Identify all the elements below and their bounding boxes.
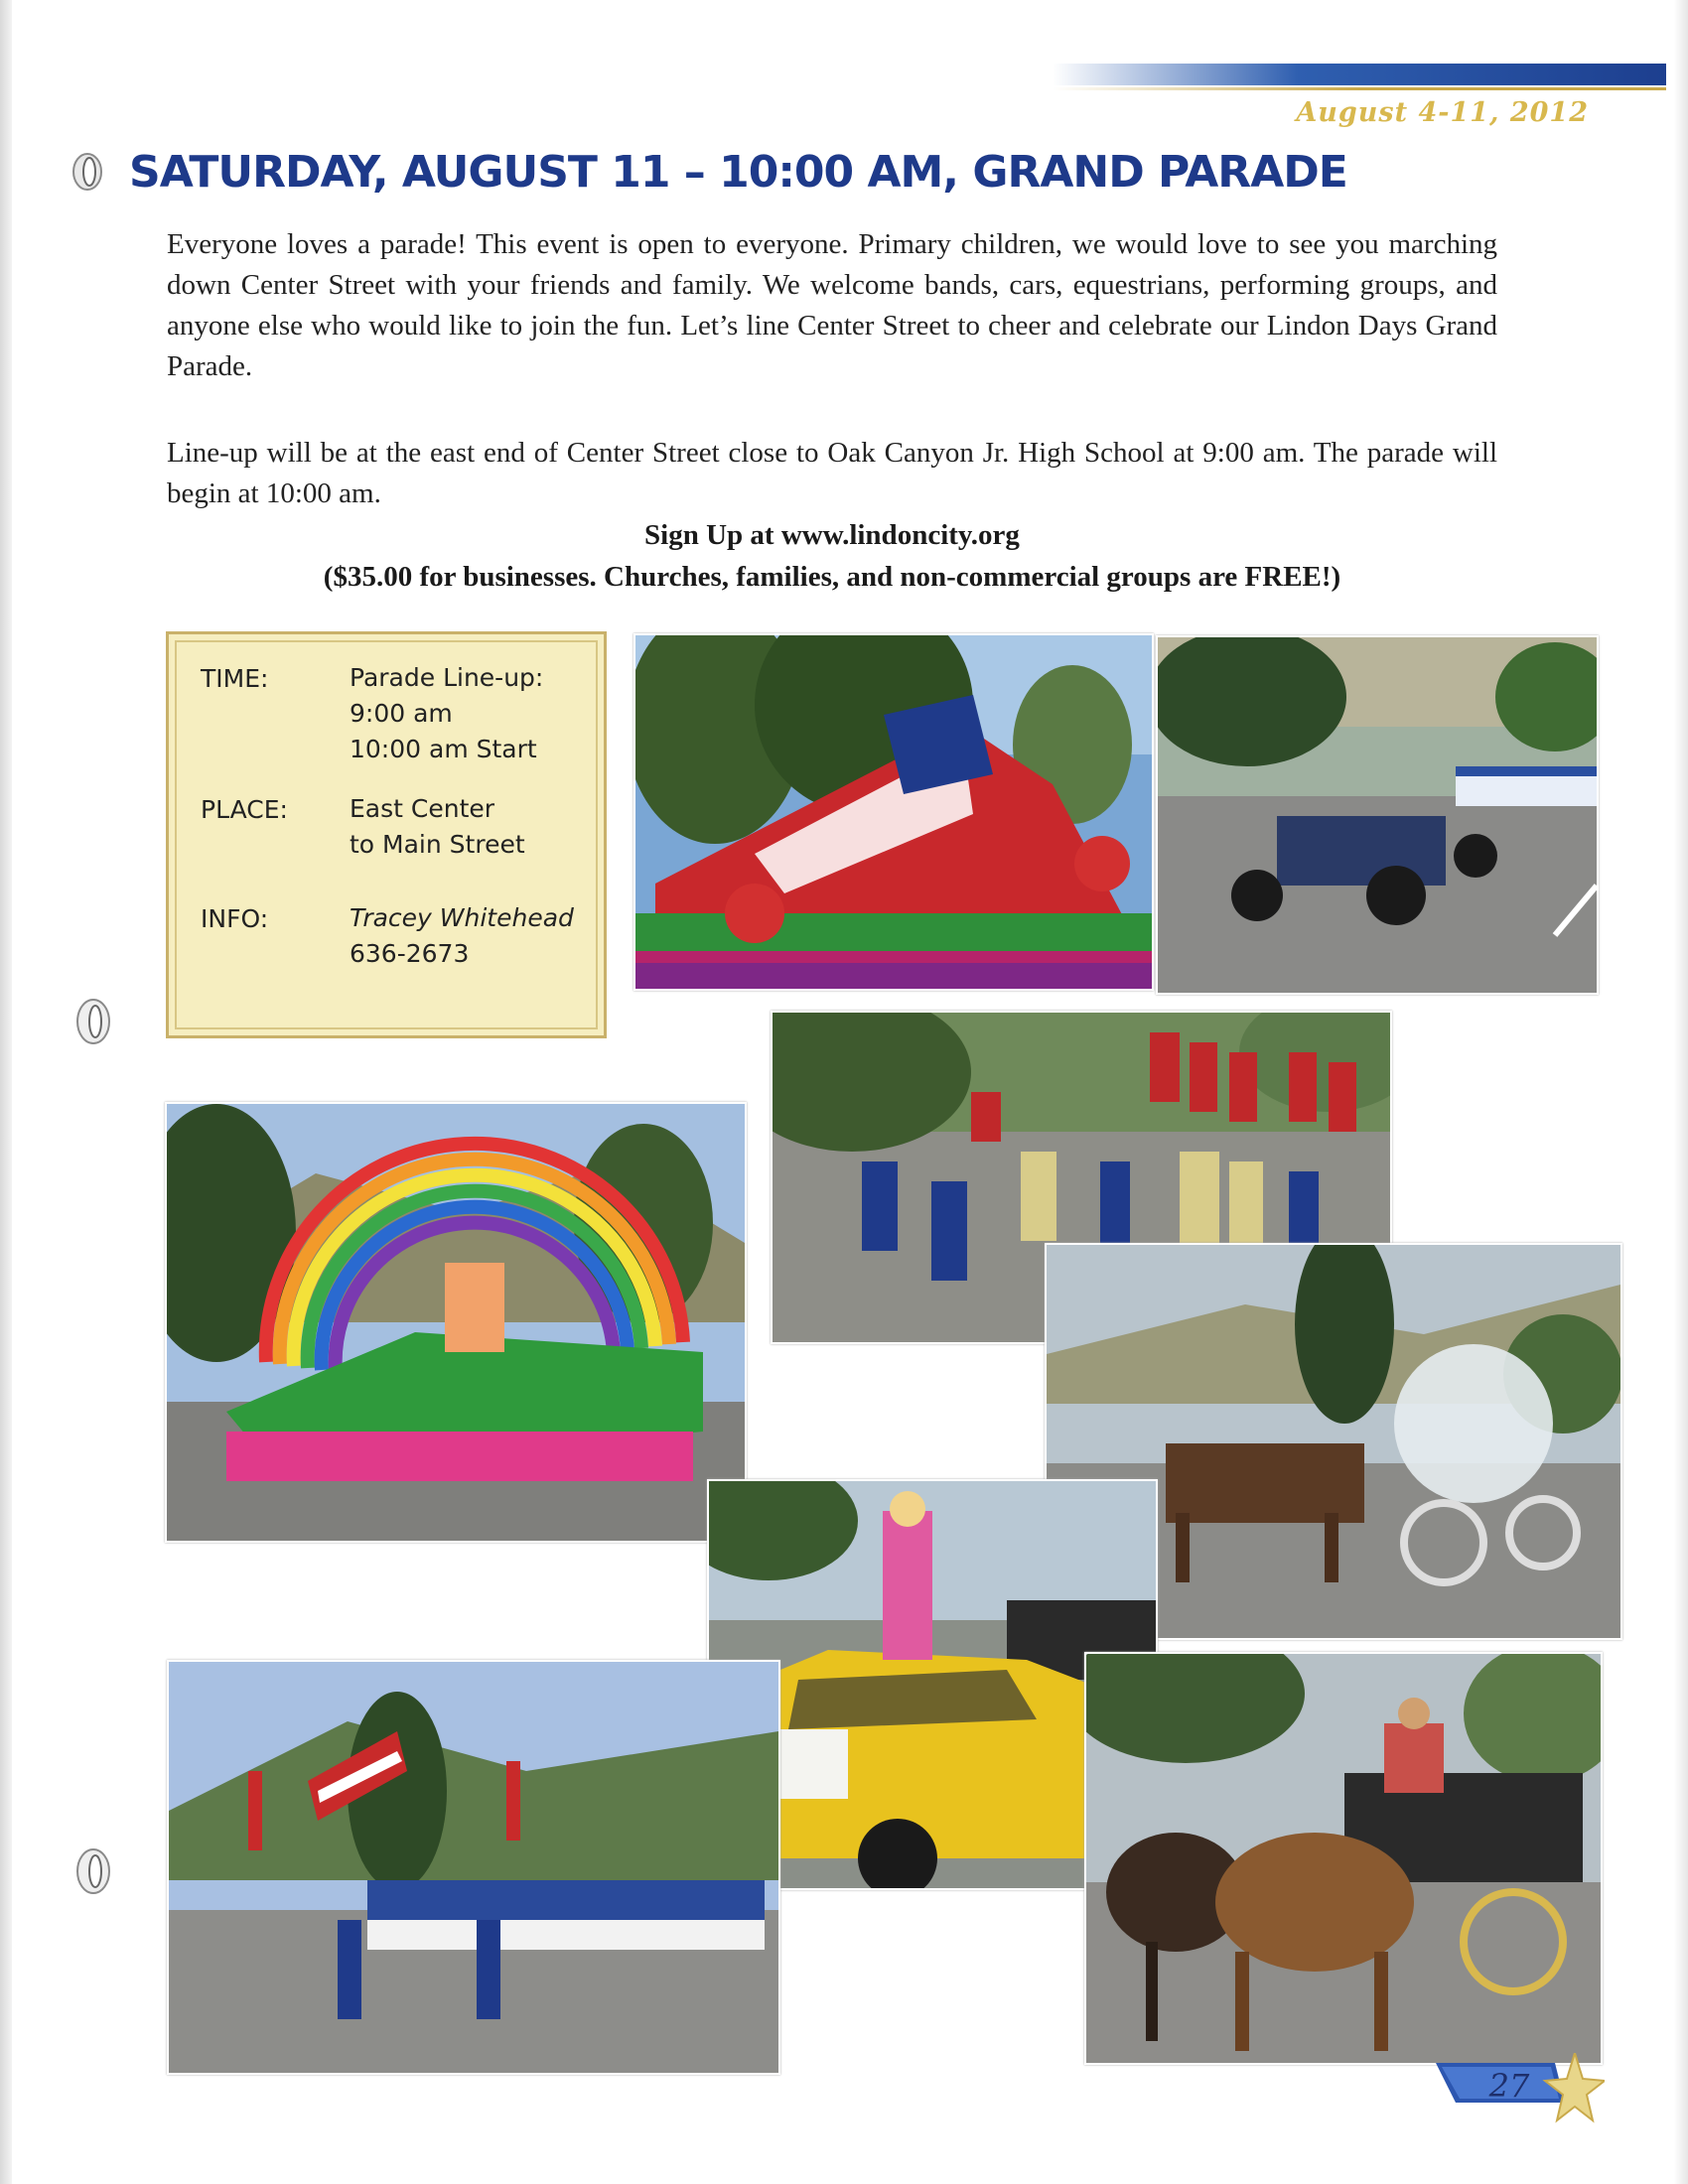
- time-value: [350, 660, 543, 767]
- event-info-box: [166, 631, 607, 1038]
- binder-ring-icon: [66, 993, 119, 1050]
- contact-name: Tracey Whitehead: [350, 903, 574, 932]
- photo-brown-horses-image: [1086, 1654, 1601, 2063]
- place-label: PLACE:: [201, 795, 288, 824]
- spiral-binding-icon: [64, 149, 109, 195]
- pricing-line: ($35.00 for businesses. Churches, families, and non-commercial groups are FREE!): [323, 561, 1341, 593]
- time-line-1: Parade Line-up:: [350, 663, 544, 692]
- binder-ring-icon: [66, 1843, 119, 1900]
- page-number: 27: [1488, 2067, 1530, 2105]
- lineup-paragraph: Line-up will be at the east end of Center Street close to Oak Canyon Jr. High School at 9:00 am. The parade will begin at 10:00 am.: [167, 437, 1497, 509]
- time-label: TIME:: [201, 664, 269, 693]
- page-title: SATURDAY, AUGUST 11 – 10:00 AM, GRAND PARADE: [129, 147, 1347, 198]
- header-blue-bar: [1053, 64, 1666, 85]
- photo-marching-band: [167, 1660, 780, 2075]
- place-line-2: to Main Street: [350, 830, 525, 859]
- info-value: [350, 900, 574, 972]
- time-line-3: 10:00 am Start: [350, 735, 537, 763]
- signup-line: Sign Up at www.lindoncity.org: [644, 519, 1020, 551]
- contact-phone: 636-2673: [350, 939, 470, 968]
- photo-brown-horses: [1084, 1652, 1603, 2065]
- time-line-2: 9:00 am: [350, 699, 453, 728]
- header-gold-rule: [1053, 87, 1666, 90]
- photo-rainbow-float: [165, 1102, 747, 1543]
- place-value: [350, 791, 525, 863]
- page-right-edge: [1674, 0, 1688, 2184]
- photo-hot-rod-image: [1158, 637, 1597, 993]
- date-range: August 4-11, 2012: [1296, 97, 1589, 128]
- info-label: INFO:: [201, 904, 269, 933]
- photo-patriotic-float: [633, 633, 1154, 991]
- page-left-edge: [0, 0, 12, 2184]
- photo-patriotic-float-image: [635, 635, 1152, 989]
- photo-hot-rod: [1156, 635, 1599, 995]
- place-line-1: East Center: [350, 794, 495, 823]
- photo-rainbow-float-image: [167, 1104, 745, 1541]
- photo-marching-band-image: [169, 1662, 778, 2073]
- intro-paragraph: Everyone loves a parade! This event is open to everyone. Primary children, we would love to see you marching down Center Street with your friends and family. We welcome bands, cars, equestrians, performing groups, and anyone else who would like to join the fun. Let’s line Center Street to cheer and celebrate our Lindon Days Grand Parade.: [167, 228, 1497, 382]
